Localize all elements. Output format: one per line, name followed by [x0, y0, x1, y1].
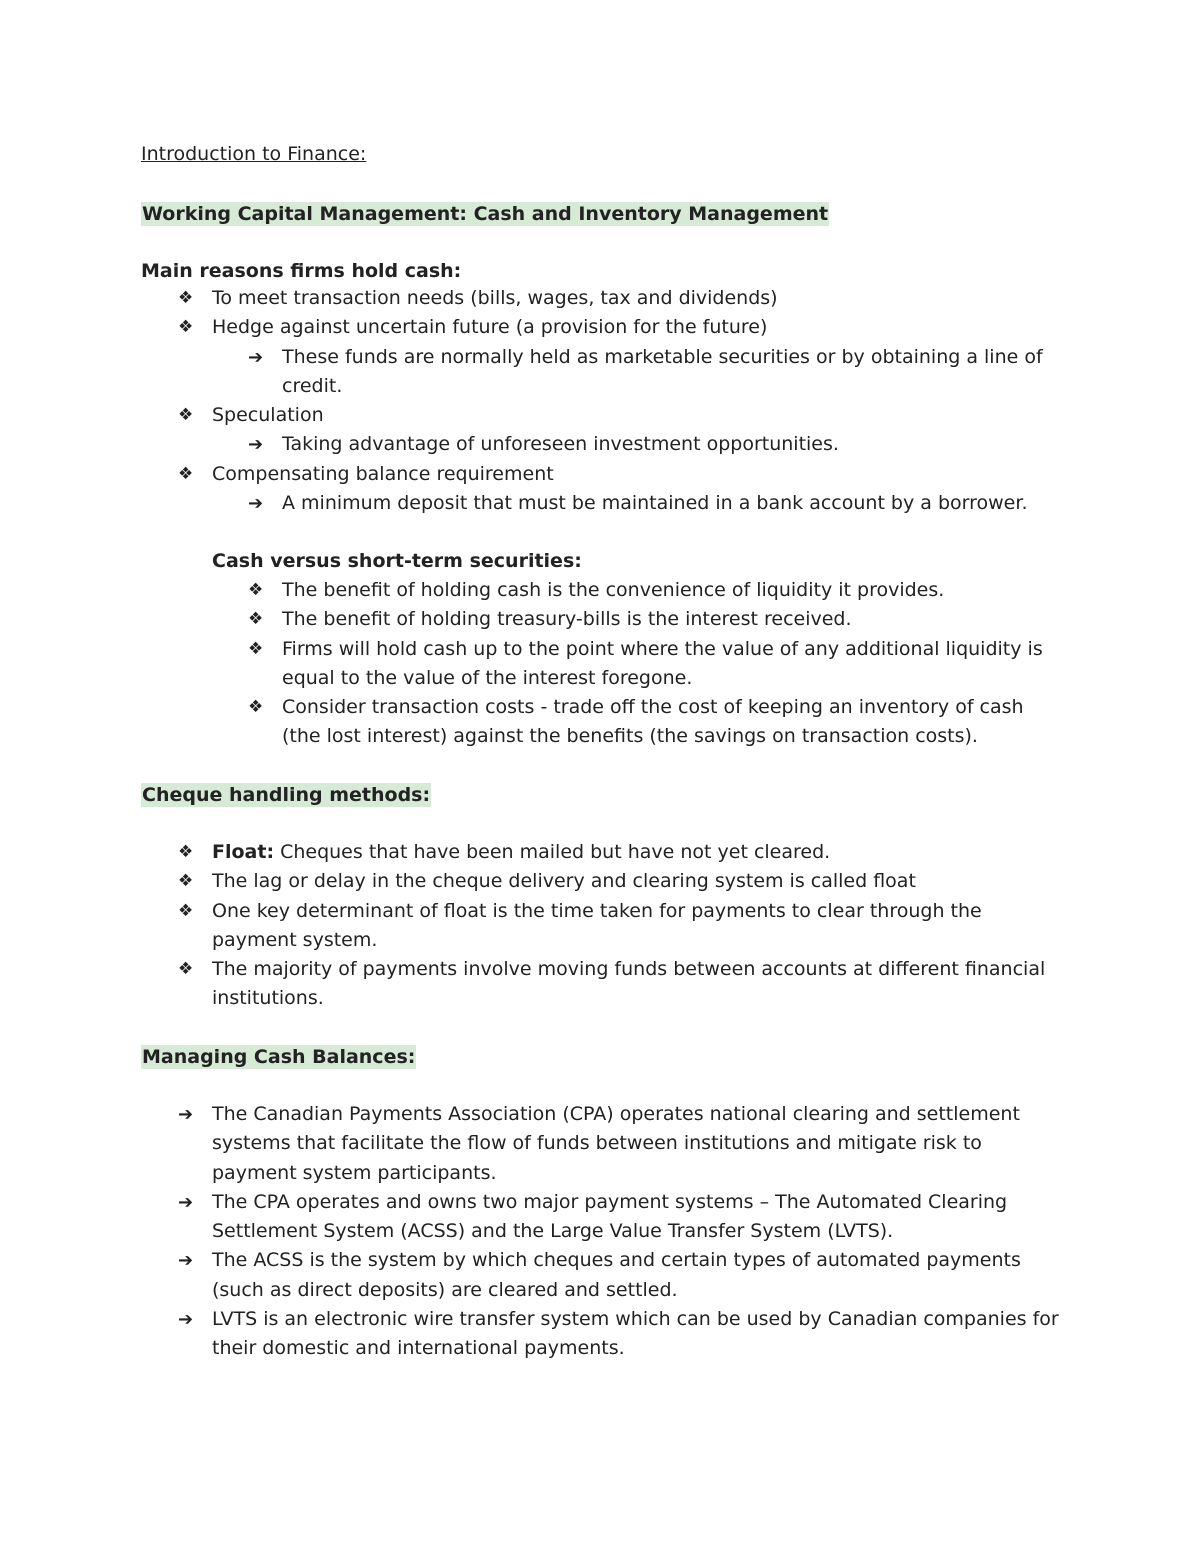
diamond-bullet-icon: ❖	[178, 317, 194, 338]
section-heading: Managing Cash Balances:	[142, 1046, 416, 1068]
list-item	[141, 489, 1062, 518]
section-heading: Cash versus short-term securities:	[212, 550, 582, 572]
list-item	[141, 1246, 1062, 1305]
list-item	[141, 343, 1062, 402]
list-item-text: To meet transaction needs (bills, wages, tax and dividends)	[212, 287, 778, 309]
diamond-bullet-icon: ❖	[178, 463, 194, 484]
list-item	[141, 838, 1062, 867]
list-item	[141, 430, 1062, 459]
list-item	[141, 635, 1062, 694]
list-item	[141, 576, 1062, 605]
diamond-bullet-icon: ❖	[248, 638, 264, 659]
arrow-bullet-icon: ➔	[178, 1309, 194, 1331]
list-item	[141, 401, 1062, 430]
list-item-text: These funds are normally held as marketable securities or by obtaining a line of credit.	[282, 345, 1043, 397]
list-item	[141, 605, 1062, 634]
diamond-bullet-icon: ❖	[178, 405, 194, 426]
list-item-text: Cheques that have been mailed but have not yet cleared.	[274, 841, 831, 863]
list-item-text: The CPA operates and owns two major payment systems – The Automated Clearing Settlement System (ACSS) and the Large Value Transfer System (LVTS).	[212, 1190, 1008, 1243]
list-item	[141, 313, 1062, 342]
arrow-bullet-icon: ➔	[248, 346, 264, 368]
managing-cash-list	[141, 1100, 1062, 1364]
list-item-text: One key determinant of float is the time taken for payments to clear through the payment system.	[212, 899, 982, 951]
diamond-bullet-icon: ❖	[178, 842, 194, 862]
list-item-text: Hedge against uncertain future (a provision for the future)	[212, 316, 768, 339]
list-item-text: Consider transaction costs - trade off the cost of keeping an inventory of cash (the lost interest) against the benefits (the savings on transaction costs).	[282, 696, 1024, 748]
list-item-text: A minimum deposit that must be maintained in a bank account by a borrower.	[282, 492, 1028, 515]
list-item	[141, 1305, 1062, 1364]
list-item-text: The majority of payments involve moving funds between accounts at different financial institutions.	[212, 958, 1046, 1010]
list-item-text: The Canadian Payments Association (CPA) operates national clearing and settlement systems that facilitate the flow of funds between institutions and mitigate risk to payment system participants.	[212, 1103, 1020, 1184]
list-item-text: Firms will hold cash up to the point where the value of any additional liquidity is equal to the value of the interest foregone.	[282, 637, 1043, 689]
arrow-bullet-icon: ➔	[178, 1250, 194, 1272]
main-heading: Working Capital Management: Cash and Inventory Management	[142, 203, 829, 225]
list-item-text: The benefit of holding treasury-bills is the interest received.	[282, 608, 852, 631]
list-item	[141, 897, 1062, 956]
list-item	[141, 1100, 1062, 1188]
section-heading: Cheque handling methods:	[142, 784, 431, 806]
list-item	[141, 1188, 1062, 1247]
list-item-text: Taking advantage of unforeseen investment opportunities.	[282, 433, 839, 456]
arrow-bullet-icon: ➔	[178, 1191, 194, 1213]
cash-vs-securities-list	[141, 576, 1062, 752]
main-heading-wrap	[141, 202, 829, 226]
section-managing-cash	[141, 1045, 416, 1069]
section-cash-vs-securities	[212, 549, 582, 573]
arrow-bullet-icon: ➔	[178, 1104, 194, 1125]
list-item	[141, 867, 1062, 896]
diamond-bullet-icon: ❖	[178, 959, 194, 980]
list-item	[141, 955, 1062, 1014]
diamond-bullet-icon: ❖	[248, 697, 264, 718]
list-item-text: The benefit of holding cash is the convenience of liquidity it provides.	[282, 579, 945, 601]
cheque-handling-list	[141, 838, 1062, 1014]
list-item-text: LVTS is an electronic wire transfer system which can be used by Canadian companies for their domestic and international payments.	[212, 1308, 1059, 1360]
list-item-text: Speculation	[212, 404, 324, 427]
document-title: Introduction to Finance:	[141, 143, 367, 165]
diamond-bullet-icon: ❖	[248, 609, 264, 630]
list-item	[141, 693, 1062, 752]
list-item	[141, 284, 1062, 313]
arrow-bullet-icon: ➔	[248, 493, 264, 515]
main-reasons-list	[141, 284, 1062, 518]
list-item-text: The lag or delay in the cheque delivery and clearing system is called float	[212, 870, 916, 893]
section-cheque-handling	[141, 783, 431, 807]
diamond-bullet-icon: ❖	[248, 580, 264, 600]
section-main-reasons	[141, 259, 461, 283]
section-heading: Main reasons firms hold cash:	[141, 260, 462, 282]
diamond-bullet-icon: ❖	[178, 900, 194, 921]
diamond-bullet-icon: ❖	[178, 288, 194, 308]
diamond-bullet-icon: ❖	[178, 871, 194, 892]
arrow-bullet-icon: ➔	[248, 434, 264, 456]
list-item	[141, 460, 1062, 489]
list-item-text: The ACSS is the system by which cheques and certain types of automated payments (such as direct deposits) are cleared and settled.	[212, 1249, 1021, 1301]
float-term: Float:	[212, 841, 275, 863]
list-item-text: Compensating balance requirement	[212, 462, 554, 485]
